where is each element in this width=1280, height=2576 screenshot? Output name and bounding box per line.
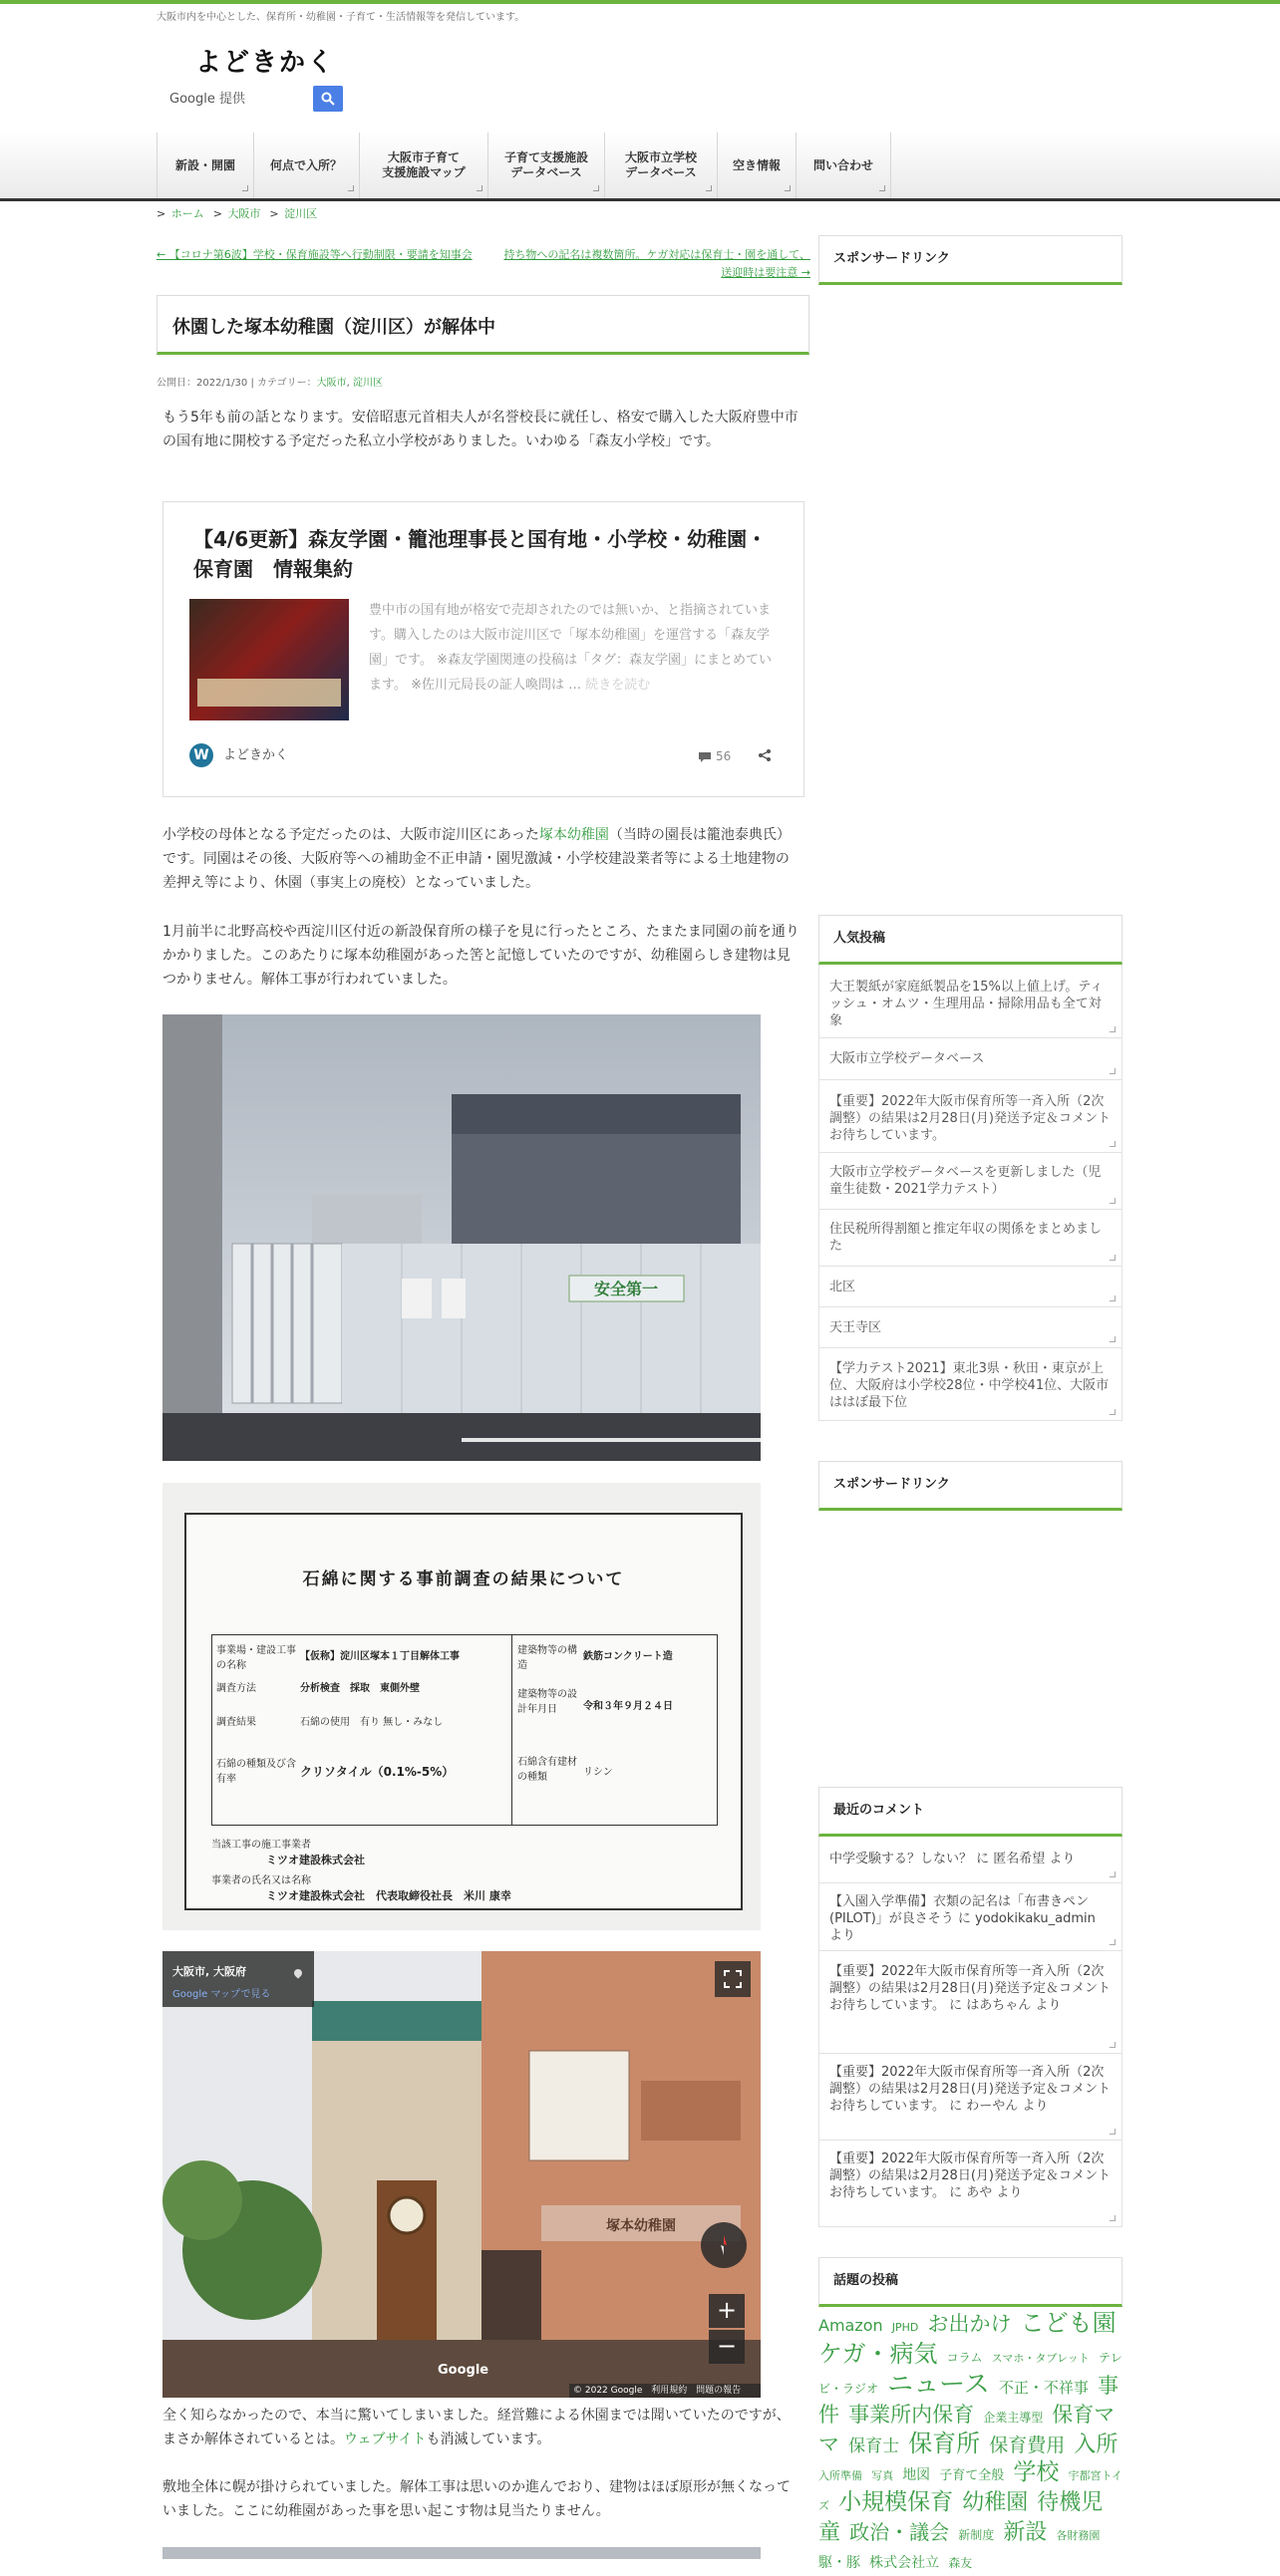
notice-contractor-label: 当該工事の施工事業者 [211,1840,311,1851]
embed-excerpt-text: 豊中市の国有地が格安で売却されたのでは無いか、と指摘されています。購入したのは大阪市淀川区で「塚本幼稚園」を運営する「森友学園」です。 ※森友学園関連の投稿は「タグ：森友学園」にまとめています。 ※佐川元局長の証人喚問は … [369,603,772,693]
notice-row-method-val: 分析検査 採取 東側外壁 [300,1683,420,1694]
google-brand: Google [438,2363,489,2378]
street-view-footer [569,2384,761,2398]
search-button[interactable] [313,86,343,112]
embed-title[interactable]: 【4/6更新】森友学園・籠池理事長と国有地・小学校・幼稚園・保育園 情報集約 [193,527,768,581]
notice-date-val: 令和３年９月２４日 [583,1701,673,1712]
google-search-label: Google 提供 [169,92,245,107]
para4-text-b: も消滅しています。 [426,2432,551,2447]
tag-item[interactable]: 子育て全般 [939,2468,1005,2483]
tag-item[interactable]: 保育士 [848,2436,900,2456]
notice-row-result-key: 調査結果 [216,1717,256,1728]
notice-row-name-val: 【仮称】淀川区塚本１丁目解体工事 [300,1651,460,1662]
tag-cloud [818,2310,1122,2576]
tag-item[interactable]: JPHD [891,2321,919,2334]
street-view-place: 大阪市, 大阪府 [172,1965,247,1978]
fullscreen-button[interactable] [715,1961,751,1997]
tag-item[interactable]: ニュース [887,2370,990,2400]
tag-item[interactable]: 企業主導型 [983,2411,1044,2425]
top-accent-line [0,0,1280,4]
tag-item[interactable]: ケガ・病気 [818,2340,938,2368]
tsukamoto-kindergarten-link[interactable]: 塚本幼稚園 [538,827,609,843]
site-tagline: 大阪市内を中心とした、保育所・幼稚園・子育て・生活情報等を発信しています。 [157,12,525,23]
sidebar-sponsor2-title: スポンサードリンク [818,1461,1122,1511]
street-view-maps-link[interactable]: Google マップで見る [172,1989,271,2000]
tag-item[interactable]: 学校 [1013,2459,1060,2485]
tag-item[interactable]: 駆・豚 [818,2555,860,2571]
terms-link[interactable]: 利用規約 [651,2386,688,2396]
embed-comment-count: 56 [716,749,732,763]
tag-item[interactable]: 宇都宮トイズ [818,2469,1122,2512]
copyright: © 2022 Google [573,2386,643,2396]
tag-item[interactable]: こども園 [1020,2309,1117,2337]
notice-row-name-key: 事業場・建設工事の名称 [216,1645,296,1671]
tag-item[interactable]: お出かけ [927,2312,1012,2336]
google-search-box[interactable] [167,84,339,112]
tag-item[interactable]: 保育所 [908,2430,981,2457]
notice-owner: ミツオ建設株式会社 代表取締役社長 米川 康幸 [266,1889,511,1902]
sidebar-sponsor-title: スポンサードリンク [818,235,1122,285]
report-problem-link[interactable]: 問題の報告 [696,2386,742,2396]
tag-item[interactable]: 株式会社立 [869,2555,940,2571]
notice-material-key: 石綿含有建材の種類 [517,1757,577,1783]
popular-item-2[interactable]: 大阪市立学校データベース [818,1038,1122,1080]
comment-item-3[interactable]: 【重要】2022年大阪市保育所等一斉入所（2次調整）の結果は2月28日(月)発送予定＆コメントお待ちしています。 に はあちゃん より [818,1951,1122,2054]
location-pin-icon [292,1967,303,1978]
tag-item[interactable]: 新設 [1003,2520,1048,2545]
notice-material-val: リシン [583,1767,613,1778]
website-link[interactable]: ウェブサイト [344,2432,427,2447]
popular-item-8[interactable]: 【学力テスト2021】東北3県・秋田・東京が上位、大阪府は小学校28位・中学校41位、大阪市ははぼ最下位 [818,1348,1122,1421]
popular-item-7[interactable]: 天王寺区 [818,1307,1122,1348]
tag-item[interactable]: テレビ・ラジオ [818,2351,1122,2396]
tag-item[interactable]: 地図 [902,2467,931,2483]
notice-row-method-key: 調査方法 [216,1683,256,1694]
recent-comments-list [818,1837,1122,2227]
notice-contractor: ミツオ建設株式会社 [266,1854,365,1866]
next-post-link[interactable]: 持ち物への記名は複数箇所。ケガ対応は保育士・園を通して、送迎時は要注意 → [503,248,810,279]
comment-icon [698,751,712,763]
zoom-out-button[interactable] [709,2330,745,2364]
compass-icon [712,2233,736,2257]
tag-item[interactable]: 保育費用 [989,2434,1066,2456]
tag-item[interactable]: 小規模保育 [838,2489,954,2515]
street-view-embed[interactable] [162,1951,761,2398]
tag-item[interactable]: Amazon [818,2316,883,2335]
popular-item-5[interactable]: 住民税所得割額と推定年収の関係をまとめました [818,1210,1122,1267]
tag-item[interactable]: スマホ・タブレット [991,2352,1090,2365]
nav-new-openings[interactable]: 新設・開園 [157,133,254,198]
popular-item-4[interactable]: 大阪市立学校データベースを更新しました（児童生徒数・2021学力テスト） [818,1153,1122,1210]
tag-item[interactable]: 新制度 [958,2528,995,2542]
popular-item-3[interactable]: 【重要】2022年大阪市保育所等一斉入所（2次調整）の結果は2月28日(月)発送予定＆コメントお待ちしています。 [818,1080,1122,1153]
publish-date: 公開日：2022/1/30 | カテゴリー： [157,378,317,389]
embed-read-more[interactable]: 続きを読む [585,678,651,693]
tag-item[interactable]: 幼稚園 [962,2490,1029,2515]
notice-date-key: 建築物等の設計年月日 [517,1689,577,1715]
article-meta: 公開日：2022/1/30 | カテゴリー：大阪市, 淀川区 [157,378,383,389]
embed-site[interactable] [189,743,288,767]
tag-item[interactable]: コラム [946,2351,983,2365]
category-osaka[interactable]: 大阪市 [316,378,347,389]
tag-item[interactable]: 入所準備 [818,2469,862,2482]
zoom-in-button[interactable] [709,2294,745,2328]
nav-points[interactable]: 何点で入所？ [253,133,360,198]
article-paragraph-2 [162,823,800,895]
wordpress-icon: W [189,743,213,767]
popular-item-1[interactable]: 大王製紙が家庭紙製品を15%以上値上げ。ティッシュ・オムツ・生理用品・掃除用品も全て対象 [818,965,1122,1038]
embed-comments[interactable] [698,749,731,763]
next-photo [162,2547,761,2559]
notice-owner-label: 事業者の氏名又は名称 [211,1875,311,1886]
tag-item[interactable]: 待機児童 [818,2490,1104,2545]
sidebar-tags-title: 話題の投稿 [818,2257,1122,2307]
tag-item[interactable]: 不正・不祥事 [998,2379,1089,2397]
compass-button[interactable] [701,2222,747,2268]
tag-item[interactable]: 事件 [818,2374,1120,2427]
fullscreen-icon [724,1970,742,1988]
minus-icon: − [716,2332,738,2360]
sidebar-comments-title: 最近のコメント [818,1787,1122,1837]
kindergarten-building-sign: 塚本幼稚園 [606,2218,676,2234]
embed-site-name: よどきかく [223,747,289,763]
tag-item[interactable]: 入所 [1074,2433,1119,2457]
nav-vacancy[interactable]: 空き情報 [718,133,797,198]
article-paragraph-3: 1月前半に北野高校や西淀川区付近の新設保育所の様子を見に行ったところ、たまたま同園の前を通りかかりました。このあたりに塚本幼稚園があった筈と記憶していたのですが、幼稚園らしき建物は見つかりません。解体工事が行われていました。 [162,924,800,988]
sidebar-popular-title: 人気投稿 [818,915,1122,965]
prev-post-link[interactable]: ← 【コロナ第6波】学校・保育施設等へ行動制限・要請を知事会 [157,248,473,261]
para2-text-a: 小学校の母体となる予定だったのは、大阪市淀川区にあった [162,827,539,843]
asbestos-notice-photo [162,1483,761,1930]
breadcrumb-osaka[interactable]: 大阪市 [227,207,261,220]
article-title: 休園した塚本幼稚園（淀川区）が解体中 [172,317,495,338]
safety-first-sign: 安全第一 [593,1280,659,1298]
category-yodogawa[interactable]: 淀川区 [352,378,383,389]
tag-item[interactable]: 写真 [871,2469,894,2482]
para2-text-b: （当時の園長は籠池泰典氏）です。同園はその後、大阪府等への補助金不正申請・園児激減・小学校建設業者等による土地建物の差押え等により、休園（事実上の廃校）となっていました。 [162,827,791,891]
article-title-box [157,295,809,355]
embed-thumbnail[interactable] [189,599,349,720]
main-nav [0,133,1280,201]
embedded-post-card[interactable] [162,501,804,797]
nav-contact[interactable]: 問い合わせ [797,133,891,198]
breadcrumb-home[interactable]: ホーム [170,207,204,220]
site-logo[interactable]: よどきかく [195,48,336,78]
notice-row-result-val: 石綿の使用 有り 無し・みなし [300,1717,444,1728]
popular-item-6[interactable]: 北区 [818,1267,1122,1307]
demolition-site-photo [162,1014,761,1461]
nav-school-db[interactable]: 大阪市立学校 データベース [605,133,718,198]
para4-text-a: 全く知らなかったので、本当に驚いてしまいました。経営難による休園までは聞いていたのですが、まさか解体されているとは。 [162,2408,791,2447]
article-paragraph-1: もう5年も前の話となります。安倍昭恵元首相夫人が名誉校長に就任し、格安で購入した大阪府豊中市の国有地に開校する予定だった私立小学校がありました。いわゆる「森友小学校」です。 [162,410,799,449]
article-paragraph-5: 敷地全体に幌が掛けられていました。解体工事は思いのか進んでおり、建物はほぼ原形が無くなっていました。ここに幼稚園があった事を思い起こす物は見当たりません。 [162,2479,791,2519]
tag-item[interactable]: 保育ママ [818,2403,1116,2456]
plus-icon: + [716,2296,738,2324]
comment-item-4[interactable]: 【重要】2022年大阪市保育所等一斉入所（2次調整）の結果は2月28日(月)発送予定＆コメントお待ちしています。 に わーやん より [818,2054,1122,2141]
share-icon[interactable] [758,748,772,766]
tag-item[interactable]: 事業所内保育 [848,2403,975,2427]
breadcrumb: > ホーム > 大阪市 > 淀川区 [157,207,318,220]
breadcrumb-yodogawa[interactable]: 淀川区 [284,207,318,220]
tag-item[interactable]: 各財務園 [1056,2529,1101,2542]
search-icon [321,92,335,106]
tag-item[interactable]: 政治・議会 [849,2520,950,2544]
street-view-location-panel [162,1951,314,2007]
notice-structure-val: 鉄筋コンクリート造 [583,1651,673,1662]
notice-row-type-val: クリソタイル（0.1%-5%） [300,1765,455,1779]
embed-excerpt [369,598,780,698]
comment-item-2[interactable]: 【入園入学準備】衣類の記名は「布書きペン(PILOT)」が良さそう に yodokikaku_admin より [818,1883,1122,1951]
notice-heading: 石綿に関する事前調査の結果について [302,1570,625,1589]
nav-childcare-map[interactable]: 大阪市子育て 支援施設マップ [360,133,488,198]
comment-item-5[interactable]: 【重要】2022年大阪市保育所等一斉入所（2次調整）の結果は2月28日(月)発送予定＆コメントお待ちしています。 に あや より [818,2141,1122,2227]
article-paragraph-4 [162,2404,800,2451]
nav-childcare-db[interactable]: 子育て支援施設 データベース [488,133,605,198]
ad-slot [818,1515,1122,1764]
popular-posts-list [818,965,1122,1421]
notice-row-type-key: 石綿の種類及び含有率 [216,1759,296,1785]
comment-item-1[interactable]: 中学受験する？しない？ に 匿名希望 より [818,1837,1122,1883]
tag-item[interactable]: 森友 [948,2556,973,2570]
notice-structure-key: 建築物等の構造 [517,1645,577,1671]
